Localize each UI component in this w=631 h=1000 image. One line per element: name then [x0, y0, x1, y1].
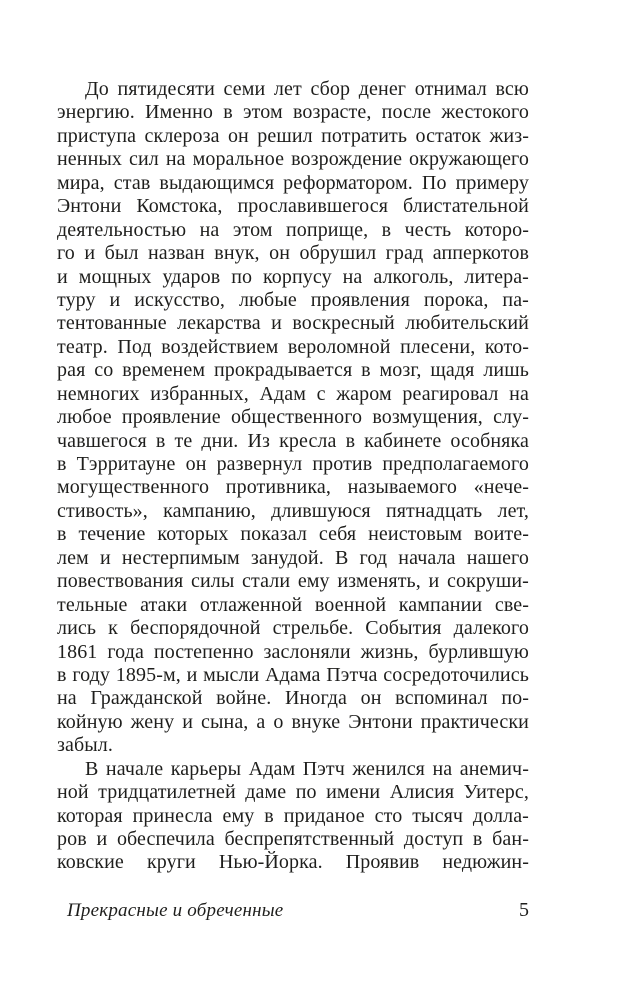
text-line: ной тридцатилетней даме по имени Алисия Уитерс, — [57, 781, 529, 804]
text-line: в году 1895-м, и мысли Адама Пэтча сосредоточились — [57, 663, 529, 686]
text-line: тентованные лекарства и воскресный любительский — [57, 312, 529, 335]
text-line: которая принесла ему в приданое сто тысяч долла- — [57, 804, 529, 827]
text-line: в течение которых показал себя неистовым воите- — [57, 523, 529, 546]
text-line: в Тэрритауне он развернул против предполагаемого — [57, 453, 529, 475]
page-number: 5 — [519, 899, 529, 921]
text-line: тельные атаки отлаженной военной кампании све- — [57, 593, 529, 616]
text-line: стивость», кампанию, длившуюся пятнадцать лет, — [57, 499, 529, 522]
text-line: Энтони Комстока, прославившегося блистательной — [57, 195, 529, 218]
text-line: койную жену и сына, а о внуке Энтони практически — [57, 710, 529, 733]
text-line: немногих избранных, Адам с жаром реагировал на — [57, 382, 529, 405]
text-line: театр. Под воздействием вероломной плесени, кото- — [57, 335, 529, 358]
running-footer-book-title: Прекрасные и обреченные — [67, 900, 284, 921]
text-line: и мощных ударов по корпусу на алкоголь, литера- — [57, 265, 529, 288]
text-line: В начале карьеры Адам Пэтч женился на анемич- — [85, 757, 529, 780]
text-line: ров и обеспечила беспрепятственный доступ в бан- — [57, 828, 529, 850]
text-line: го и был назван внук, он обрушил град апперкотов — [57, 242, 529, 265]
text-line: повествования силы стали ему изменять, и сокруши- — [57, 570, 529, 593]
page-body-text — [57, 78, 529, 875]
text-line: рая со временем прокрадывается в мозг, щадя лишь — [57, 359, 529, 382]
text-line: приступа склероза он решил потратить остаток жиз- — [57, 124, 529, 147]
text-line: чавшегося в те дни. Из кресла в кабинете особняка — [57, 429, 529, 452]
text-line: ненных сил на моральное возрождение окружающего — [57, 148, 529, 171]
text-line: туру и искусство, любые проявления порока, па- — [57, 288, 529, 311]
text-line: лем и нестерпимым занудой. В год начала нашего — [57, 546, 529, 569]
text-line: любое проявление общественного возмущения, слу- — [57, 406, 529, 429]
text-line: ковские круги Нью-Йорка. Проявив недюжин- — [57, 851, 529, 874]
text-line: деятельностью на этом поприще, в честь которо- — [57, 218, 529, 241]
text-line: 1861 года постепенно заслоняли жизнь, бурлившую — [57, 640, 529, 663]
text-line: энергию. Именно в этом возрасте, после жестокого — [57, 101, 529, 124]
text-line: забыл. — [57, 734, 113, 757]
text-line: лись к беспорядочной стрельбе. События далекого — [57, 617, 529, 640]
text-line: на Гражданской войне. Иногда он вспоминал по- — [57, 687, 529, 710]
text-line: До пятидесяти семи лет сбор денег отнимал всю — [85, 78, 529, 100]
text-line: мира, став выдающимся реформатором. По примеру — [57, 171, 529, 194]
text-line: могущественного противника, называемого «нече- — [57, 476, 529, 499]
page-footer — [57, 898, 529, 923]
